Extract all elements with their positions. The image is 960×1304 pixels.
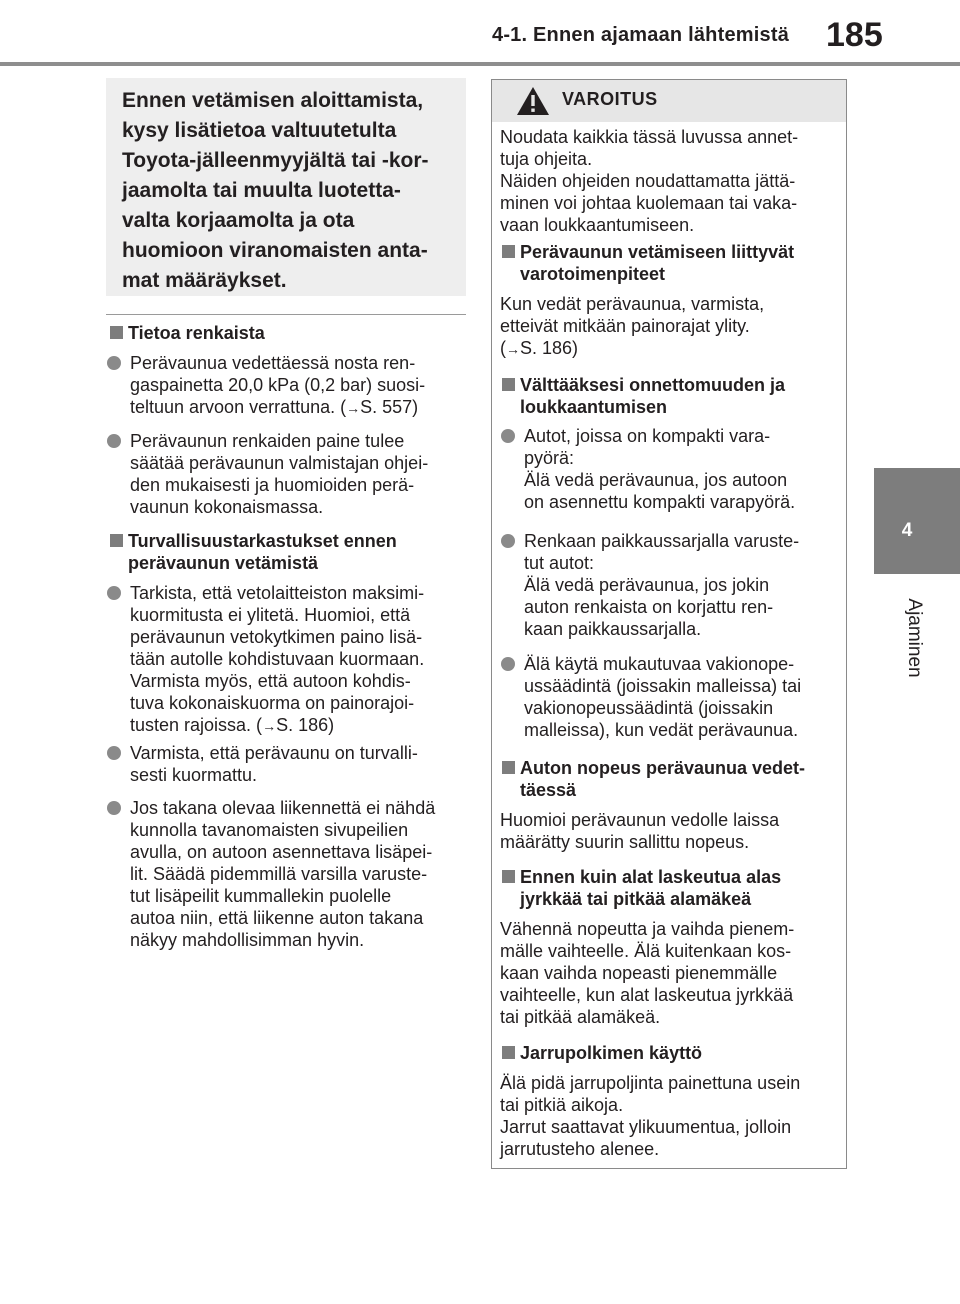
text-line: tään autolle kohdistuvaan kuormaan. xyxy=(130,649,425,669)
text-line: mälle vaihteelle. Älä kuitenkaan kos- xyxy=(500,941,792,961)
arrow-right-icon: → xyxy=(262,718,277,734)
text-line: perävaunun vetokytkimen paino lisä- xyxy=(130,627,423,647)
list-item xyxy=(106,797,468,951)
text-line: Renkaan paikkaussarjalla varuste- xyxy=(524,531,800,551)
downhill-text xyxy=(500,918,840,1028)
text-line: Turvallisuustarkastukset ennen xyxy=(128,531,397,551)
list-item xyxy=(500,530,840,640)
text-line: vakionopeussäädintä (joissakin xyxy=(524,698,774,718)
text-line: Autot, joissa on kompakti vara- xyxy=(524,426,771,446)
text-line: näkyy mahdollisimman hyvin. xyxy=(130,930,365,950)
intro-line: Ennen vetämisen aloittamista, xyxy=(122,89,424,112)
text-line: Perävaunun vetämiseen liittyvät xyxy=(520,242,795,262)
intro-line: Toyota-jälleenmyyjältä tai -kor- xyxy=(122,149,429,172)
text-line: määrätty suurin sallittu nopeus. xyxy=(500,832,750,852)
text-line: Älä vedä perävaunua, jos autoon xyxy=(524,470,788,490)
text-line: Tarkista, että vetolaitteiston maksimi- xyxy=(130,583,425,603)
warning-section-downhill xyxy=(500,866,840,1028)
intro-line: huomioon viranomaisten anta- xyxy=(122,239,428,262)
text-line: pyörä: xyxy=(524,448,575,468)
arrow-right-icon: → xyxy=(506,341,520,357)
text-line: loukkaantumisen xyxy=(520,397,668,417)
section-heading-avoid-accidents xyxy=(500,374,840,418)
text-line: jarrutusteho alenee. xyxy=(500,1139,660,1159)
section-heading-brake-pedal xyxy=(500,1042,840,1064)
list-item xyxy=(106,352,468,419)
text-line: Älä käytä mukautuvaa vakionope- xyxy=(524,654,795,674)
text-line: tai pitkiä aikoja. xyxy=(500,1095,624,1115)
text-line: sesti kuormattu. xyxy=(130,765,258,785)
text-line: gaspainetta 20,0 kPa (0,2 bar) suosi- xyxy=(130,375,426,395)
text-line: kuormitusta ei ylitetä. Huomioi, että xyxy=(130,605,411,625)
chapter-label-wrap xyxy=(904,588,924,688)
text-line: perävaunun vetämistä xyxy=(128,553,319,573)
bullet-trailer-tire-pressure xyxy=(106,430,468,518)
warning-section-avoid-accidents xyxy=(500,374,840,418)
intro-line: valta korjaamolta ja ota xyxy=(122,209,355,232)
text-line: auton renkaista on korjattu ren- xyxy=(524,597,774,617)
text-line: Vähennä nopeutta ja vaihda pienem- xyxy=(500,919,795,939)
list-item xyxy=(106,742,468,786)
text-line: vaan loukkaantumiseen. xyxy=(500,215,695,235)
warning-section-precautions xyxy=(500,241,840,360)
list-item xyxy=(500,653,840,741)
text-line: Näiden ohjeiden noudattamatta jättä- xyxy=(500,171,796,191)
text-line: ussäädintä (joissakin malleissa) tai xyxy=(524,676,802,696)
section-heading-downhill xyxy=(500,866,840,910)
warning-intro-text xyxy=(500,126,840,236)
text-line: Älä pidä jarrupoljinta painettuna usein xyxy=(500,1073,801,1093)
warning-title: VAROITUS xyxy=(562,89,658,109)
text-line: kaan paikkaussarjalla. xyxy=(524,619,702,639)
text-line: Kun vedät perävaunua, varmista, xyxy=(500,294,765,314)
text-line: Perävaunua vedettäessä nosta ren- xyxy=(130,353,416,373)
text-line: Jarrupolkimen käyttö xyxy=(520,1043,703,1063)
text-line: Varmista myös, että autoon kohdis- xyxy=(130,671,411,691)
text-line: Perävaunun renkaiden paine tulee xyxy=(130,431,405,451)
header-rule xyxy=(0,62,960,66)
text-line: kunnolla tavanomaisten sivupeilien xyxy=(130,820,409,840)
warning-box xyxy=(491,79,847,1169)
text-line: tut autot: xyxy=(524,553,595,573)
section-heading-speed xyxy=(500,757,840,801)
precautions-text xyxy=(500,293,840,360)
text-line: minen voi johtaa kuolemaan tai vaka- xyxy=(500,193,798,213)
intro-box xyxy=(106,78,466,296)
page-reference[interactable]: S. 557) xyxy=(360,397,419,417)
text-line: Älä vedä perävaunua, jos jokin xyxy=(524,575,770,595)
text-line: lit. Säädä pidemmillä varsilla varuste- xyxy=(130,864,428,884)
text-line: tut lisäpeilit kummallekin puolelle xyxy=(130,886,392,906)
chapter-number: 4 xyxy=(901,520,913,541)
warning-section-brake-pedal xyxy=(500,1042,840,1160)
text-line: säätää perävaunun valmistajan ohjei- xyxy=(130,453,429,473)
text-line: vaunun kokonaismassa. xyxy=(130,497,324,517)
text-line: Huomioi perävaunun vedolle laissa xyxy=(500,810,780,830)
text-line: malleissa), kun vedät perävaunua. xyxy=(524,720,799,740)
warning-intro xyxy=(500,126,840,236)
section-heading-tires: Tietoa renkaista xyxy=(108,322,468,344)
text-line: kaan vaihda nopeasti pienemmälle xyxy=(500,963,778,983)
brake-pedal-text xyxy=(500,1072,840,1160)
text-line: Jarrut saattavat ylikuumentua, jolloin xyxy=(500,1117,792,1137)
text-line: den mukaisesti ja huomioiden perä- xyxy=(130,475,415,495)
text-line: Noudata kaikkia tässä luvussa annet- xyxy=(500,127,799,147)
text-line: tai pitkää alamäkeä. xyxy=(500,1007,661,1027)
warning-header xyxy=(492,80,846,122)
intro-line: kysy lisätietoa valtuutetulta xyxy=(122,119,397,142)
column-divider xyxy=(106,314,466,315)
section-title: 4-1. Ennen ajamaan lähtemistä xyxy=(492,24,790,46)
section-heading-safety-checks xyxy=(108,530,468,574)
text-line: jyrkkää tai pitkää alamäkeä xyxy=(520,889,752,909)
text-line: teltuun arvoon verrattuna. ( xyxy=(130,397,347,417)
text-line: Varmista, että perävaunu on turvalli- xyxy=(130,743,418,763)
text-line: varotoimenpiteet xyxy=(520,264,666,284)
list-item xyxy=(500,425,840,513)
text-line: tuva kokonaiskuorma on painorajoi- xyxy=(130,693,415,713)
safety-check-heading-block xyxy=(108,530,468,574)
bullet-tire-pressure xyxy=(106,352,468,419)
section-heading-precautions xyxy=(500,241,840,285)
bullet-mirrors xyxy=(106,797,468,951)
text-line: täessä xyxy=(520,780,577,800)
arrow-right-icon: → xyxy=(346,400,361,416)
bullet-compact-spare xyxy=(500,425,840,513)
intro-line: jaamolta tai muulta luotetta- xyxy=(122,179,401,202)
text-line: Ennen kuin alat laskeutua alas xyxy=(520,867,782,887)
text-line: etteivät mitkään painorajat ylity. xyxy=(500,316,750,336)
tires-heading-block xyxy=(108,322,468,344)
text-line: on asennettu kompakti varapyörä. xyxy=(524,492,796,512)
list-item xyxy=(106,430,468,518)
text-line: tuja ohjeita. xyxy=(500,149,593,169)
list-item xyxy=(106,582,468,737)
page-reference[interactable]: S. 186) xyxy=(276,715,335,735)
warning-triangle-icon xyxy=(516,86,550,116)
text-line: vaihteelle, kun alat laskeutua jyrkkää xyxy=(500,985,794,1005)
text-line: ( xyxy=(500,338,506,358)
bullet-cruise-control xyxy=(500,653,840,741)
warning-section-speed xyxy=(500,757,840,853)
intro-line: mat määräykset. xyxy=(122,269,287,292)
page-reference[interactable]: S. 186) xyxy=(520,338,579,358)
intro-text xyxy=(122,86,456,296)
bullet-load-limits xyxy=(106,582,468,737)
text-line: tusten rajoissa. ( xyxy=(130,715,263,735)
text-line: autoa niin, että liikenne auton takana xyxy=(130,908,424,928)
bullet-secure-load xyxy=(106,742,468,786)
text-line: Välttääksesi onnettomuuden ja xyxy=(520,375,786,395)
chapter-tab xyxy=(874,468,960,574)
text-line: Auton nopeus perävaunua vedet- xyxy=(520,758,806,778)
bullet-repair-kit xyxy=(500,530,840,640)
speed-text xyxy=(500,809,840,853)
text-line: avulla, on autoon asennettava lisäpei- xyxy=(130,842,433,862)
chapter-label: Ajaminen xyxy=(904,598,925,678)
page-number: 185 xyxy=(826,16,883,54)
text-line: Jos takana olevaa liikennettä ei nähdä xyxy=(130,798,436,818)
